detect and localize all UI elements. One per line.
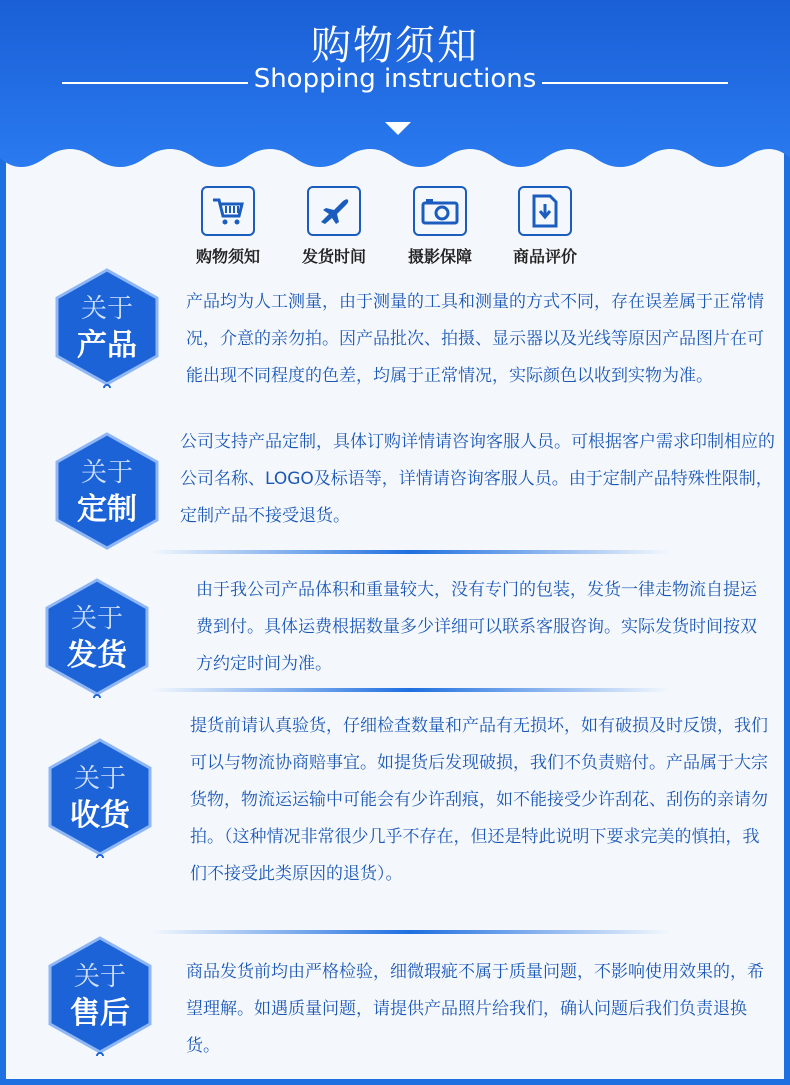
- icon-nav-label: 商品评价: [512, 247, 577, 266]
- section-badge-custom: [52, 432, 162, 542]
- cart-icon: [201, 186, 255, 236]
- section-divider: [150, 930, 670, 934]
- icon-nav-item-shopping[interactable]: [173, 186, 283, 267]
- section-text-custom: 公司支持产品定制，具体订购详情请咨询客服人员。可根据客户需求印制相应的公司名称、LOGO及标语等，详情请咨询客服人员。由于定制产品特殊性限制，定制产品不接受退货。: [180, 432, 775, 526]
- header-banner: [0, 0, 790, 180]
- section-badge-shipping: [42, 578, 152, 688]
- icon-nav-item-photo[interactable]: [385, 186, 495, 267]
- icon-nav-label: 摄影保障: [407, 247, 472, 266]
- icon-nav-item-review[interactable]: [490, 186, 600, 267]
- down-arrow-icon: [385, 122, 411, 135]
- badge-main-text: 收货: [70, 798, 130, 833]
- badge-top-text: 关于: [73, 764, 126, 794]
- badge-main-text: 售后: [70, 996, 130, 1031]
- badge-top-text: 关于: [80, 294, 133, 324]
- page-subtitle: Shopping instructions: [253, 64, 537, 94]
- camera-icon: [413, 186, 467, 236]
- section-text-shipping: 由于我公司产品体积和重量较大，没有专门的包装，发货一律走物流自提运费到付。具体运费根据数量多少详细可以联系客服咨询。实际发货时间按双方约定时间为准。: [196, 580, 757, 674]
- section-badge-receiving: [45, 738, 155, 848]
- section-badge-product: [52, 268, 162, 378]
- badge-top-text: 关于: [80, 458, 133, 488]
- badge-main-text: 产品: [77, 328, 137, 363]
- icon-nav-label: 发货时间: [301, 247, 366, 266]
- section-text-product: 产品均为人工测量，由于测量的工具和测量的方式不同，存在误差属于正常情况，介意的亲勿拍。因产品批次、拍摄、显示器以及光线等原因产品图片在可能出现不同程度的色差，均属于正常情况，实际颜色以收到实物为准。: [186, 292, 764, 386]
- badge-top-text: 关于: [73, 962, 126, 992]
- icon-nav-label: 购物须知: [195, 247, 260, 266]
- badge-main-text: 定制: [77, 492, 137, 527]
- review-icon: [518, 186, 572, 236]
- badge-top-text: 关于: [70, 604, 123, 634]
- section-divider: [150, 550, 670, 554]
- icon-nav-item-shipping[interactable]: [279, 186, 389, 267]
- section-text-aftersales: 商品发货前均由严格检验，细微瑕疵不属于质量问题，不影响使用效果的，希望理解。如遇质量问题，请提供产品照片给我们，确认问题后我们负责退换货。: [186, 962, 764, 1056]
- page-title: 购物须知: [311, 23, 479, 69]
- section-badge-aftersales: [45, 936, 155, 1046]
- plane-icon: [307, 186, 361, 236]
- badge-main-text: 发货: [67, 638, 127, 673]
- section-text-receiving: 提货前请认真验货，仔细检查数量和产品有无损坏，如有破损及时反馈，我们可以与物流协商赔事宜。如提货后发现破损，我们不负责赔付。产品属于大宗货物，物流运运输中可能会有少许刮痕，如不能接受少许刮花、刮伤的亲请勿拍。（这种情况非常很少几乎不存在，但还是特此说明下要求完美的慎拍，我们不接受此类原因的退货）。: [190, 716, 768, 884]
- section-divider: [150, 688, 670, 692]
